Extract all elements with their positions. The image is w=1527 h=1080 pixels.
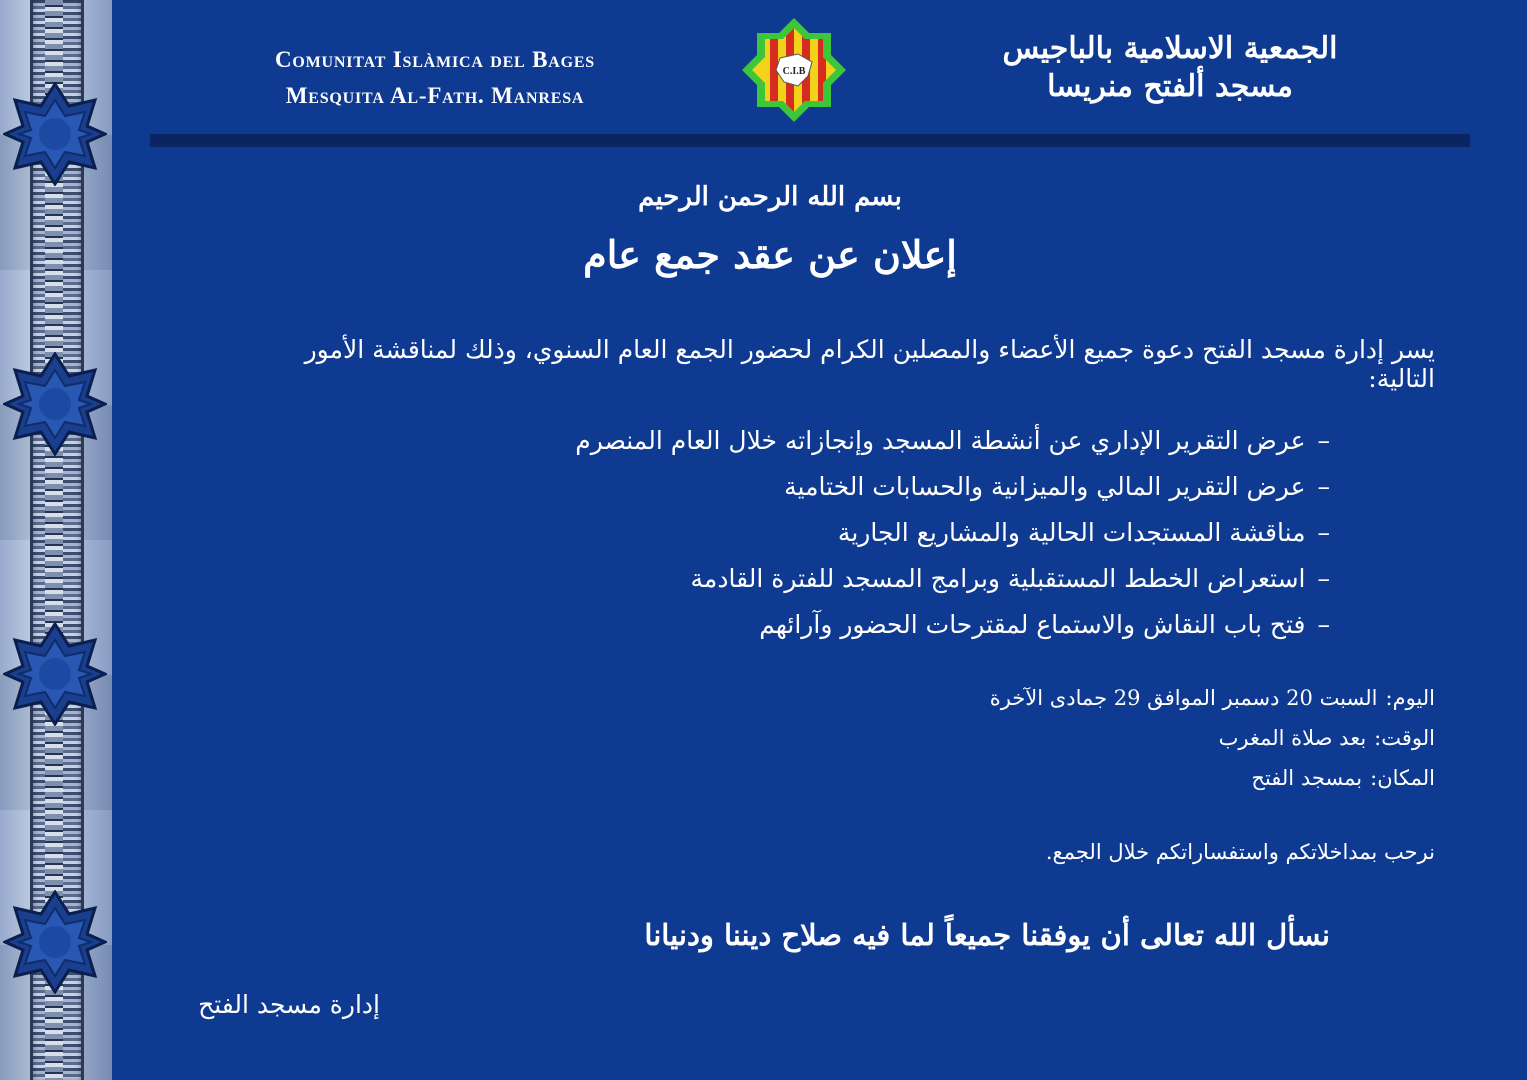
- meeting-time-value: بعد صلاة المغرب: [1218, 726, 1367, 750]
- meeting-time: [900, 718, 1435, 758]
- meeting-details: [900, 678, 1435, 798]
- islamic-star-ornament-icon: [3, 890, 107, 994]
- decorative-side-panel: [0, 0, 112, 1080]
- agenda-bullet: –: [1317, 518, 1330, 547]
- meeting-day-label: اليوم:: [1385, 686, 1435, 710]
- logo-text: C.I.B: [782, 66, 806, 77]
- agenda-item-text: عرض التقرير المالي والميزانية والحسابات الختامية: [784, 472, 1306, 501]
- meeting-time-label: الوقت:: [1374, 726, 1435, 750]
- agenda-bullet: –: [1317, 610, 1330, 639]
- agenda-list: [500, 418, 1330, 648]
- agenda-item: [500, 510, 1330, 556]
- agenda-bullet: –: [1317, 426, 1330, 455]
- agenda-item: [500, 556, 1330, 602]
- islamic-star-ornament-icon: [3, 82, 107, 186]
- agenda-item-text: استعراض الخطط المستقبلية وبرامج المسجد للفترة القادمة: [690, 564, 1306, 593]
- notice-title: إعلان عن عقد جمع عام: [583, 232, 957, 277]
- meeting-place-label: المكان:: [1370, 766, 1435, 790]
- header-arabic-line1: الجمعية الاسلامية بالباجيس: [1002, 31, 1338, 66]
- signature: إدارة مسجد الفتح: [198, 990, 380, 1019]
- islamic-star-ornament-icon: [3, 352, 107, 456]
- agenda-item: [500, 602, 1330, 648]
- header-latin-name: [230, 42, 640, 114]
- basmala: بسم الله الرحمن الرحيم: [638, 182, 902, 212]
- meeting-day: [900, 678, 1435, 718]
- agenda-item-text: مناقشة المستجدات الحالية والمشاريع الجارية: [837, 518, 1306, 547]
- agenda-bullet: –: [1317, 564, 1330, 593]
- welcome-note: نرحب بمداخلاتكم واستفساراتكم خلال الجمع.: [1045, 840, 1435, 864]
- header-arabic-line2: مسجد ألفتح منريسا: [1047, 69, 1293, 104]
- agenda-item-text: فتح باب النقاش والاستماع لمقترحات الحضور وآرائهم: [759, 610, 1306, 639]
- header-latin-line1: Comunitat Islàmica del Bages: [275, 47, 595, 72]
- islamic-star-ornament-icon: [3, 622, 107, 726]
- header-latin-line2: Mesquita Al-Fath. Manresa: [285, 83, 585, 108]
- cib-logo: [742, 18, 846, 122]
- agenda-item-text: عرض التقرير الإداري عن أنشطة المسجد وإنجازاته خلال العام المنصرم: [575, 426, 1306, 455]
- agenda-item: [500, 418, 1330, 464]
- closing-prayer: نسأل الله تعالى أن يوفقنا جميعاً لما فيه صلاح ديننا ودنيانا: [644, 918, 1330, 952]
- header-divider: [150, 134, 1470, 147]
- header-arabic-name: [985, 30, 1355, 106]
- meeting-day-value: السبت 20 دسمبر الموافق 29 جمادى الآخرة: [989, 686, 1378, 710]
- notice-intro: يسر إدارة مسجد الفتح دعوة جميع الأعضاء والمصلين الكرام لحضور الجمع العام السنوي، وذلك لمناقشة الأمور التالية:: [304, 335, 1435, 393]
- agenda-bullet: –: [1317, 472, 1330, 501]
- meeting-place-value: بمسجد الفتح: [1251, 766, 1363, 790]
- meeting-place: [900, 758, 1435, 798]
- agenda-item: [500, 464, 1330, 510]
